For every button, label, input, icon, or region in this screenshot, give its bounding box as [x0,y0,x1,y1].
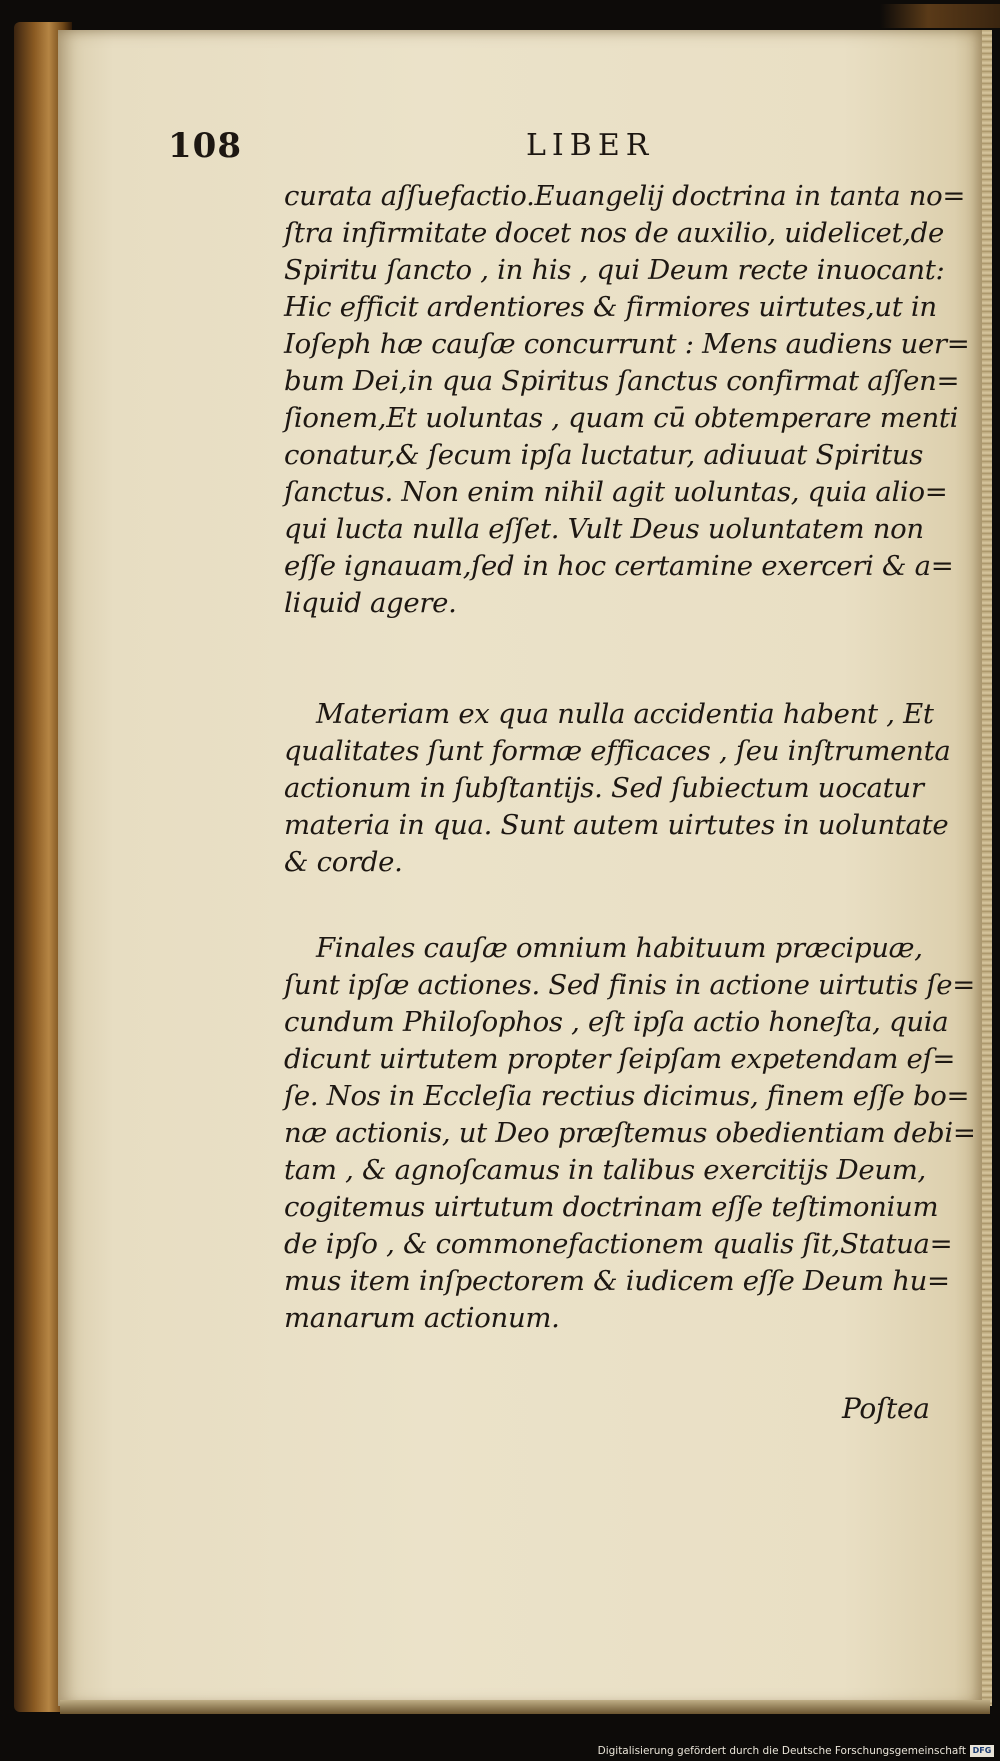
text-line: dicunt uirtutem propter ſeipſam expetendam eſ= [284,1043,956,1075]
dfg-logo: DFG [970,1745,994,1757]
text-line: qui lucta nulla eſſet. Vult Deus uoluntatem non [284,513,924,545]
text-line: materia in qua. Sunt autem uirtutes in uoluntate [284,809,949,841]
text-line: liquid agere. [284,587,457,619]
text-line: cogitemus uirtutum doctrinam eſſe teſtimonium [284,1191,939,1223]
page-fore-edge [982,30,992,1706]
text-line: conatur,& ſecum ipſa luctatur, adiuuat Spiritus [284,439,924,471]
text-line: manarum actionum. [284,1302,560,1334]
text-block [284,178,976,1438]
text-line: Ioſeph hæ cauſæ concurrunt : Mens audiens uer= [284,328,970,360]
text-line: & corde. [284,846,403,878]
page-bottom-edge [60,1700,990,1714]
text-line: Spiritu ſancto , in his , qui Deum recte inuocant: [284,254,945,286]
text-line: de ipſo , & commonefactionem qualis ſit,Statua= [284,1228,953,1260]
running-head: LIBER [526,128,655,163]
page-number: 108 [168,126,242,166]
text-line: tam , & agnoſcamus in talibus exercitijs Deum, [284,1154,926,1186]
text-line: eſſe ignauam,ſed in hoc certamine exerceri & a= [284,550,954,582]
page-edge-stain [880,4,1000,28]
text-line: Hic efficit ardentiores & firmiores uirtutes,ut in [284,291,937,323]
text-line: ſtra infirmitate docet nos de auxilio, uidelicet,de [284,217,944,249]
text-line: actionum in ſubſtantijs. Sed ſubiectum uocatur [284,772,924,804]
text-line: cundum Philoſophos , eſt ipſa actio honeſta, quia [284,1006,949,1038]
catchword: Poſtea [842,1392,930,1425]
text-line: ſunt ipſæ actiones. Sed finis in actione uirtutis ſe= [284,969,976,1001]
text-line: qualitates ſunt formæ efficaces , ſeu inſtrumenta [284,735,951,767]
text-line: næ actionis, ut Deo præſtemus obedientiam debi= [284,1117,976,1149]
text-line: ſanctus. Non enim nihil agit uoluntas, quia alio= [284,476,948,508]
text-line: ſe. Nos in Eccleſia rectius dicimus, finem eſſe bo= [284,1080,970,1112]
text-line: curata aſſuefactio.Euangelij doctrina in tanta no= [284,180,966,212]
text-line: Materiam ex qua nulla accidentia habent , Et [316,698,934,730]
text-line: ſionem,Et uoluntas , quam cū obtemperare menti [284,402,959,434]
footer-credit: Digitalisierung gefördert durch die Deutsche Forschungsgemeinschaft [597,1745,966,1757]
text-line: mus item inſpectorem & iudicem eſſe Deum hu= [284,1265,950,1297]
text-line: Finales cauſæ omnium habituum præcipuæ, [316,932,923,964]
text-line: bum Dei,in qua Spiritus ſanctus confirmat aſſen= [284,365,960,397]
